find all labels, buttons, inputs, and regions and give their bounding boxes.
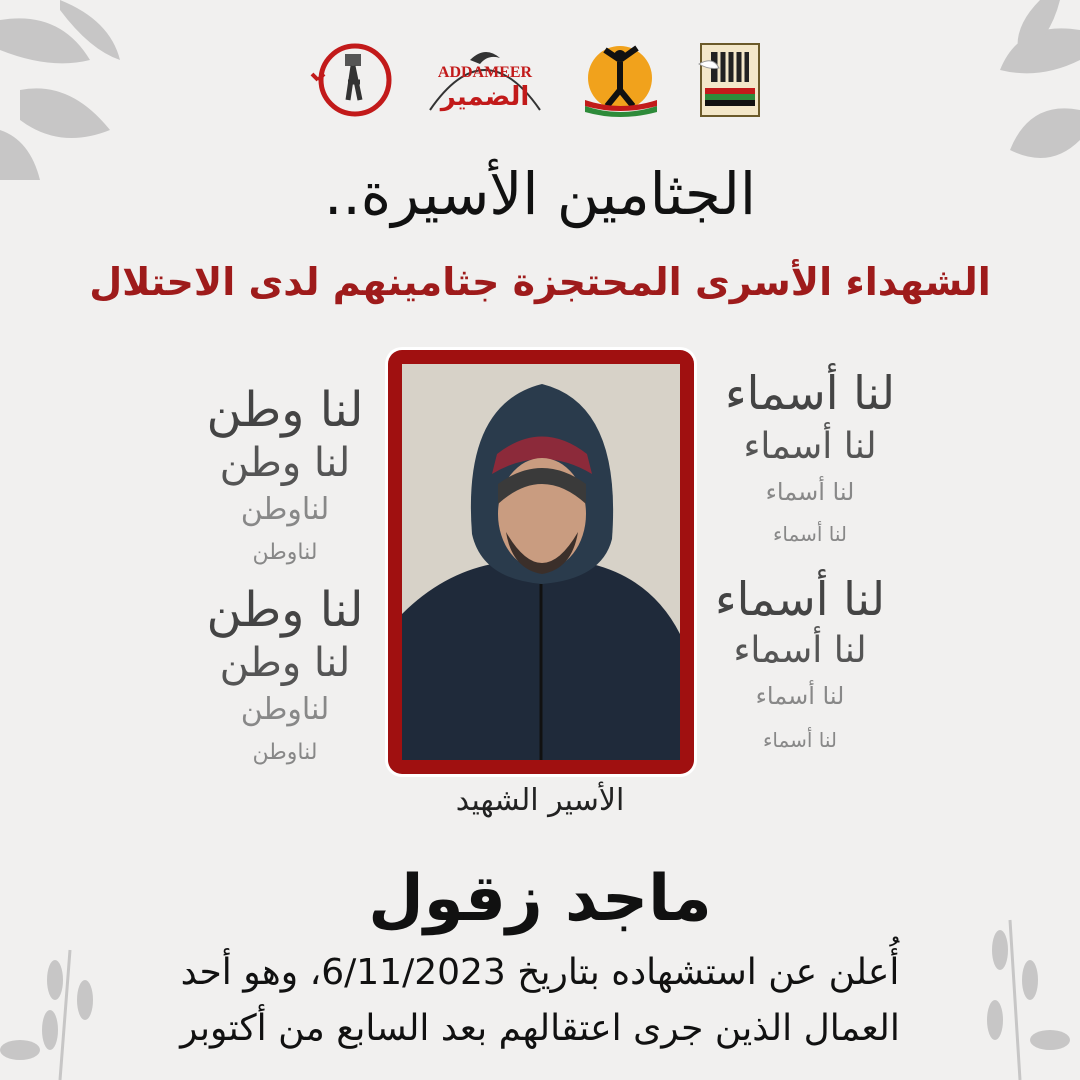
addameer-arabic-text: الضمير	[440, 82, 530, 112]
addameer-latin-text: ADDAMEER	[437, 64, 533, 81]
portrait-frame	[388, 350, 694, 774]
left-word: لناوطن	[252, 740, 318, 765]
leaf-decoration-top-left	[0, 0, 180, 180]
right-word: لنا أسماء	[763, 728, 837, 752]
left-word: لناوطن	[252, 540, 318, 565]
left-word: لنا وطن	[219, 640, 351, 686]
right-word: لنا أسماء	[765, 478, 855, 506]
prisoner-circle-logo	[310, 40, 400, 120]
left-word: لنا وطن	[206, 382, 364, 438]
left-word: لناوطن	[240, 492, 330, 527]
page-subtitle: الشهداء الأسرى المحتجزة جثامينهم لدى الاحتلال	[89, 260, 991, 304]
addameer-logo	[420, 40, 550, 120]
description-line-1: أُعلن عن استشهاده بتاريخ 6/11/2023، وهو أحد	[180, 952, 900, 993]
martyr-name: ماجد زقول	[368, 862, 712, 936]
portrait-photo	[402, 364, 680, 760]
left-word: لناوطن	[240, 692, 330, 727]
right-word: لنا أسماء	[743, 426, 877, 467]
right-word: لنا أسماء	[755, 682, 845, 710]
description-line-2: العمال الذين جرى اعتقالهم بعد السابع من أكتوبر	[180, 1008, 900, 1049]
left-word: لنا وطن	[206, 582, 364, 638]
left-word: لنا وطن	[219, 440, 351, 486]
commission-sun-logo	[575, 40, 665, 120]
leaf-decoration-bottom-left	[0, 920, 140, 1080]
right-word: لنا أسماء	[714, 572, 886, 626]
page-title: الجثامين الأسيرة..	[323, 160, 757, 228]
portrait-caption: الأسير الشهيد	[455, 783, 625, 818]
person-in-hood-illustration	[402, 364, 680, 760]
partner-logos	[300, 40, 780, 120]
right-word: لنا أسماء	[733, 630, 867, 671]
right-word: لنا أسماء	[773, 522, 847, 546]
right-word: لنا أسماء	[724, 366, 896, 420]
prison-window-logo	[685, 40, 775, 120]
